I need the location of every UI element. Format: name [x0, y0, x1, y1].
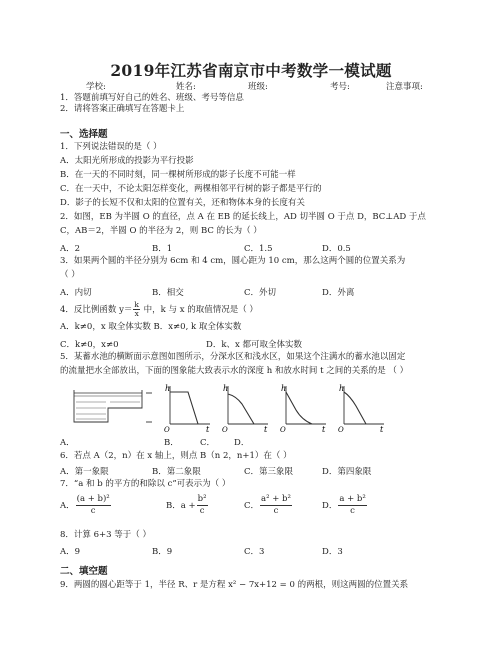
q1-option-b: B．在一天的不同时刻，同一棵树所形成的影子长度不可能一样: [60, 170, 296, 180]
q7-option-c: [244, 494, 293, 517]
q7-b-prefix: a +: [180, 501, 196, 511]
q3-option-d: D．外离: [322, 288, 355, 298]
q8-option-d: D．3: [322, 547, 343, 557]
q3-option-c: C．外切: [244, 288, 277, 298]
q7-stem: 7．“a 和 b 的平方的和除以 c”可表示为（ ）: [60, 479, 231, 489]
q5-stem-line1: 5．某蓄水池的横断面示意图如图所示，分深水区和浅水区，如果这个注满水的蓄水池以固定: [60, 352, 406, 362]
q4-stem-suffix: 中，k 与 x 的取值情况是（ ）: [140, 305, 258, 315]
q2-option-b: B．1: [152, 244, 173, 254]
q4-option-c: C．k≠0，x≠0: [60, 340, 119, 350]
graph-c-t-label: t: [322, 425, 326, 432]
q4-option-d: D．k、x 都可取全体实数: [206, 340, 302, 350]
q7-b-fraction: [197, 494, 208, 517]
q6-option-d: D．第四象限: [322, 467, 372, 477]
q2-stem-line2: C，AB＝2，半圆 O 的半径为 2，则 BC 的长为（ ）: [60, 226, 262, 236]
q8-option-a: A．9: [60, 547, 81, 557]
q5-option-b: B．: [164, 438, 179, 448]
q3-stem-line1: 3．如果两个圆的半径分别为 6cm 和 4 cm，圆心距为 10 cm，那么这两个圆的位置关系为: [60, 256, 406, 266]
q7-c-den: c: [273, 506, 279, 516]
q9-stem: 9．两圆的圆心距等于 1，半径 R、r 是方程 x² − 7x+12 = 0 的两根，则这两圆的位置关系: [60, 580, 409, 590]
q5-figures: [60, 382, 440, 432]
graph-c: [286, 386, 326, 424]
q7-b-num: b²: [197, 494, 207, 504]
q4-stem-prefix: 4．反比例函数 y＝: [60, 305, 133, 315]
q8-stem: 8．计算 6+3 等于（ ）: [60, 530, 151, 540]
q3-option-a: A．内切: [60, 288, 92, 298]
notice-label: 注意事项:: [386, 82, 423, 92]
note-2: 2．请将答案正确填写在答题卡上: [60, 104, 185, 114]
q7-d-fraction: [338, 494, 366, 517]
graph-b-h-label: h: [223, 384, 229, 393]
student-info-row: [0, 80, 502, 92]
q6-stem: 6．若点 A（2，n）在 x 轴上，则点 B（n 2，n+1）在（ ）: [60, 451, 292, 461]
q4-stem: [60, 301, 258, 318]
q7-d-label: D．: [322, 501, 338, 511]
page-title: 2019年江苏省南京市中考数学一模试题: [110, 61, 392, 80]
pool-diagram: [74, 390, 152, 422]
section-fill-heading: 二、填空题: [60, 566, 108, 577]
q7-b-den: c: [199, 506, 205, 516]
q7-a-label: A．: [60, 501, 75, 511]
section-choice-heading: 一、选择题: [60, 129, 108, 140]
q7-option-b: [166, 494, 209, 517]
q3-option-b: B．相交: [152, 288, 184, 298]
q4-frac-den: x: [134, 309, 139, 318]
graph-d-h-label: h: [339, 384, 345, 393]
class-label: 班级:: [248, 82, 268, 92]
q5-option-a: A．: [60, 438, 75, 448]
note-1: 1．答题前填写好自己的姓名、班级、考号等信息: [60, 93, 244, 103]
q7-c-label: C．: [244, 501, 260, 511]
q6-option-c: C．第三象限: [244, 467, 294, 477]
q4-frac-num: k: [134, 300, 139, 309]
q1-stem: 1．下列说法错误的是（ ）: [60, 142, 162, 152]
q7-c-fraction: [260, 494, 292, 517]
q2-option-d: D．0.5: [322, 244, 351, 254]
graph-a-origin: O: [164, 426, 170, 432]
graph-a-h-label: h: [165, 384, 171, 393]
graph-a-t-label: t: [206, 425, 210, 432]
school-label: 学校:: [86, 82, 106, 92]
q1-option-a: A．太阳光所形成的投影为平行投影: [60, 156, 194, 166]
graph-d: [344, 386, 384, 424]
q8-option-c: C．3: [244, 547, 265, 557]
name-label: 姓名:: [176, 82, 196, 92]
q1-option-d: D．影子的长短不仅和太阳的位置有关，还和物体本身的长度有关: [60, 198, 305, 208]
graph-b: [228, 386, 268, 424]
q7-b-label: B．: [166, 501, 181, 511]
graph-b-t-label: t: [264, 425, 268, 432]
q8-option-b: B．9: [152, 547, 173, 557]
q7-d-num: a + b²: [339, 494, 366, 504]
q6-option-a: A．第一象限: [60, 467, 109, 477]
q7-a-fraction: [76, 494, 111, 517]
graph-c-origin: O: [280, 426, 286, 432]
q7-option-d: [322, 494, 368, 517]
q2-option-a: A．2: [60, 244, 81, 254]
q7-a-den: c: [90, 506, 96, 516]
graph-b-origin: O: [222, 426, 228, 432]
q7-a-num: (a + b)²: [76, 494, 110, 504]
graph-d-t-label: t: [380, 425, 384, 432]
q1-option-c: C．在一天中，不论太阳怎样变化，两棵相邻平行树的影子都是平行的: [60, 184, 322, 194]
graph-a: [170, 386, 210, 424]
q5-option-d: D．: [234, 438, 250, 448]
q6-option-b: B．第二象限: [152, 467, 201, 477]
q7-option-a: [60, 494, 112, 517]
graph-d-origin: O: [338, 426, 344, 432]
exam-number-label: 考号:: [330, 82, 350, 92]
q5-stem-line2: 的流量把水全部放出，下面的图象能大致表示水的深度 h 和放水时间 t 之间的关系的是 （ ）: [60, 366, 409, 376]
q4-fraction: [133, 301, 140, 318]
q4-options-ab: A．k≠0，x 取全体实数 B．x≠0, k 取全体实数: [60, 322, 242, 332]
q7-c-num: a² + b²: [261, 494, 291, 504]
graph-c-h-label: h: [281, 384, 287, 393]
q7-d-den: c: [350, 506, 355, 516]
q3-stem-line2: （ ）: [60, 270, 80, 280]
q5-option-c: C．: [200, 438, 216, 448]
q2-option-c: C．1.5: [244, 244, 273, 254]
q2-stem-line1: 2．如图，EB 为半圆 O 的直径，点 A 在 EB 的延长线上，AD 切半圆 O 于点 D，BC⊥AD 于点: [60, 212, 426, 222]
